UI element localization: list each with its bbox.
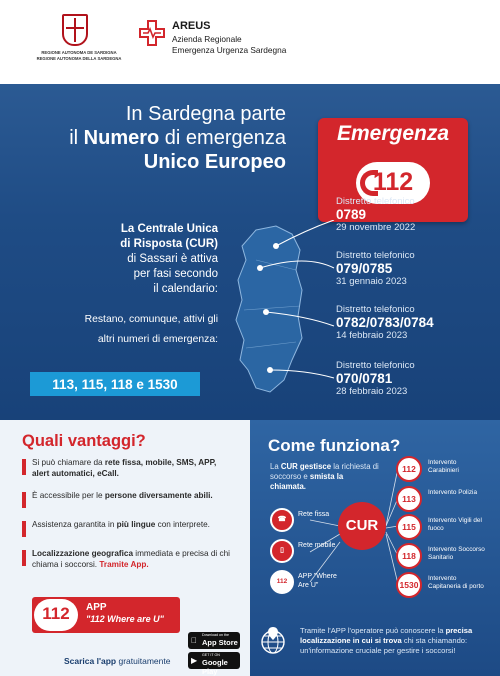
- app-icon-text: 112: [276, 578, 288, 585]
- region-line1: REGIONE AUTONOMA DE SARDIGNA: [41, 50, 117, 55]
- how-desc-bold1: CUR gestisce: [280, 462, 332, 471]
- googleplay-small: GET IT ON: [202, 653, 220, 657]
- service-label: Intervento Polizia: [428, 489, 478, 496]
- app-name: "112 Where are U": [86, 614, 164, 624]
- district-date: 31 gennaio 2023: [336, 276, 407, 287]
- service-label: Intervento Vigili del fuoco: [428, 517, 482, 532]
- district-date: 28 febbraio 2023: [336, 386, 408, 397]
- areus-subtitle: [172, 34, 286, 56]
- advantage-item-1: [32, 458, 232, 479]
- mobile-phone-icon: ▯: [270, 539, 294, 563]
- district-date: 14 febbraio 2023: [336, 330, 408, 341]
- service-number: 1530: [399, 580, 419, 590]
- channel-label: Rete mobile: [298, 542, 336, 549]
- headline-line2: [69, 126, 286, 150]
- district-number: 0789: [336, 207, 367, 222]
- apple-icon: [191, 636, 197, 645]
- app-title: APP: [86, 602, 107, 613]
- service-label: Intervento Soccorso Sanitario: [428, 546, 485, 561]
- adv1-text: Si può chiamare da: [32, 458, 105, 467]
- app-112-icon: [270, 570, 294, 594]
- location-globe-icon: [258, 626, 288, 656]
- download-bold: Scarica l'app: [64, 656, 117, 666]
- district-1: [336, 196, 415, 233]
- channel-label: Rete fissa: [298, 511, 330, 518]
- service-label: Intervento Capitaneria di porto: [428, 575, 484, 590]
- district-label: Distretto telefonico: [336, 196, 415, 207]
- adv4-red: Tramite App.: [99, 559, 149, 569]
- service-number: 113: [402, 494, 416, 504]
- advantage-item-2: [32, 491, 232, 502]
- appstore-small: Download on the: [202, 633, 229, 637]
- areus-sub-line1: Azienda Regionale: [172, 34, 242, 44]
- adv1-bold: rete fissa, mobile, SMS, APP, alert automatici, eCall.: [32, 458, 217, 478]
- headline-line2-pre: il: [69, 127, 84, 149]
- bottom-note: [300, 626, 490, 656]
- district-3: [336, 304, 434, 341]
- download-rest: gratuitamente: [116, 656, 171, 666]
- headline-line2-bold: Numero: [83, 127, 160, 149]
- cur-text-line1: La Centrale Unica: [120, 223, 218, 235]
- district-number: 070/0781: [336, 371, 393, 386]
- headline-line1: In Sardegna parte: [125, 103, 286, 125]
- download-text: [64, 656, 170, 666]
- service-label: Intervento Carabinieri: [428, 459, 459, 474]
- adv4-text: immediata e precisa di chi chiama i soccorsi.: [32, 549, 230, 569]
- adv3-bold: più lingue: [116, 520, 156, 529]
- cur-text-line3: di Sassari è attiva: [127, 253, 218, 265]
- cur-text-line5: il calendario:: [153, 283, 218, 295]
- note-pre: Tramite l'APP l'operatore può conoscere la: [300, 626, 446, 635]
- adv2-bold: persone diversamente abili.: [104, 491, 213, 500]
- adv2-text: È accessibile per le: [32, 491, 105, 500]
- landline-phone-icon: ☎: [270, 508, 294, 532]
- district-label: Distretto telefonico: [336, 304, 415, 315]
- cur-label: CUR: [345, 517, 379, 534]
- appstore-big: App Store: [202, 638, 238, 647]
- headline-line2-post: di emergenza: [159, 127, 286, 149]
- areus-cross-logo: [139, 20, 165, 46]
- district-label: Distretto telefonico: [336, 360, 415, 371]
- adv3-post: con interprete.: [155, 520, 210, 529]
- note-post: chi sta chiamando: un'informazione cruciale per gestire i soccorsi!: [300, 636, 468, 655]
- app-logo-text: 112: [42, 604, 70, 623]
- how-desc-pre: La: [270, 462, 281, 471]
- cur-text-line2: di Risposta (CUR): [120, 238, 218, 250]
- cur-text-line4: per fasi secondo: [133, 268, 218, 280]
- areus-sub-line2: Emergenza Urgenza Sardegna: [172, 45, 287, 55]
- how-title: Come funziona?: [268, 436, 401, 455]
- other-numbers-line1: Restano, comunque, attivi gli: [84, 314, 218, 325]
- region-line2: REGIONE AUTONOMA DELLA SARDEGNA: [36, 56, 122, 61]
- googleplay-big: Google Play: [202, 658, 228, 676]
- district-label: Distretto telefonico: [336, 250, 415, 261]
- areus-name: AREUS: [172, 20, 211, 32]
- district-2: [336, 250, 415, 287]
- cur-hub: [338, 502, 386, 550]
- adv4-bold: Localizzazione geografica: [32, 549, 134, 558]
- header: [0, 0, 500, 84]
- app-store-button[interactable]: [188, 632, 240, 649]
- service-number: 115: [402, 522, 416, 532]
- google-play-button[interactable]: [188, 652, 240, 676]
- sardinia-map: [226, 220, 336, 400]
- how-desc-bold2: smista la chiamata.: [270, 472, 344, 491]
- sardinia-crest-logo: [62, 14, 88, 46]
- adv3-text: Assistenza garantita in: [32, 520, 117, 529]
- other-numbers-list: 113, 115, 118 e 1530: [52, 377, 178, 392]
- district-number: 079/0785: [336, 261, 393, 276]
- region-name: [34, 50, 124, 62]
- emergency-number: 112: [372, 168, 414, 196]
- emergency-title: Emergenza: [336, 122, 450, 145]
- advantage-item-4: [32, 549, 232, 570]
- district-date: 29 novembre 2022: [336, 222, 416, 233]
- service-number: 118: [402, 551, 416, 561]
- district-4: [336, 360, 415, 397]
- note-bold: precisa localizzazione in cui si trova: [300, 626, 473, 645]
- channel-label: APP "Where Are U": [298, 573, 337, 589]
- other-numbers-box: [30, 372, 200, 396]
- other-numbers-line2: altri numeri di emergenza:: [97, 334, 218, 345]
- how-desc-mid: la richiesta di soccorso e: [270, 462, 379, 481]
- headline-line3: Unico Europeo: [143, 151, 286, 173]
- advantage-item-3: [32, 520, 232, 531]
- app-112-logo: [34, 599, 78, 631]
- advantages-title: Quali vantaggi?: [22, 432, 146, 450]
- play-icon: ▶: [191, 656, 198, 665]
- service-number: 112: [402, 464, 416, 474]
- district-number: 0782/0783/0784: [336, 315, 434, 330]
